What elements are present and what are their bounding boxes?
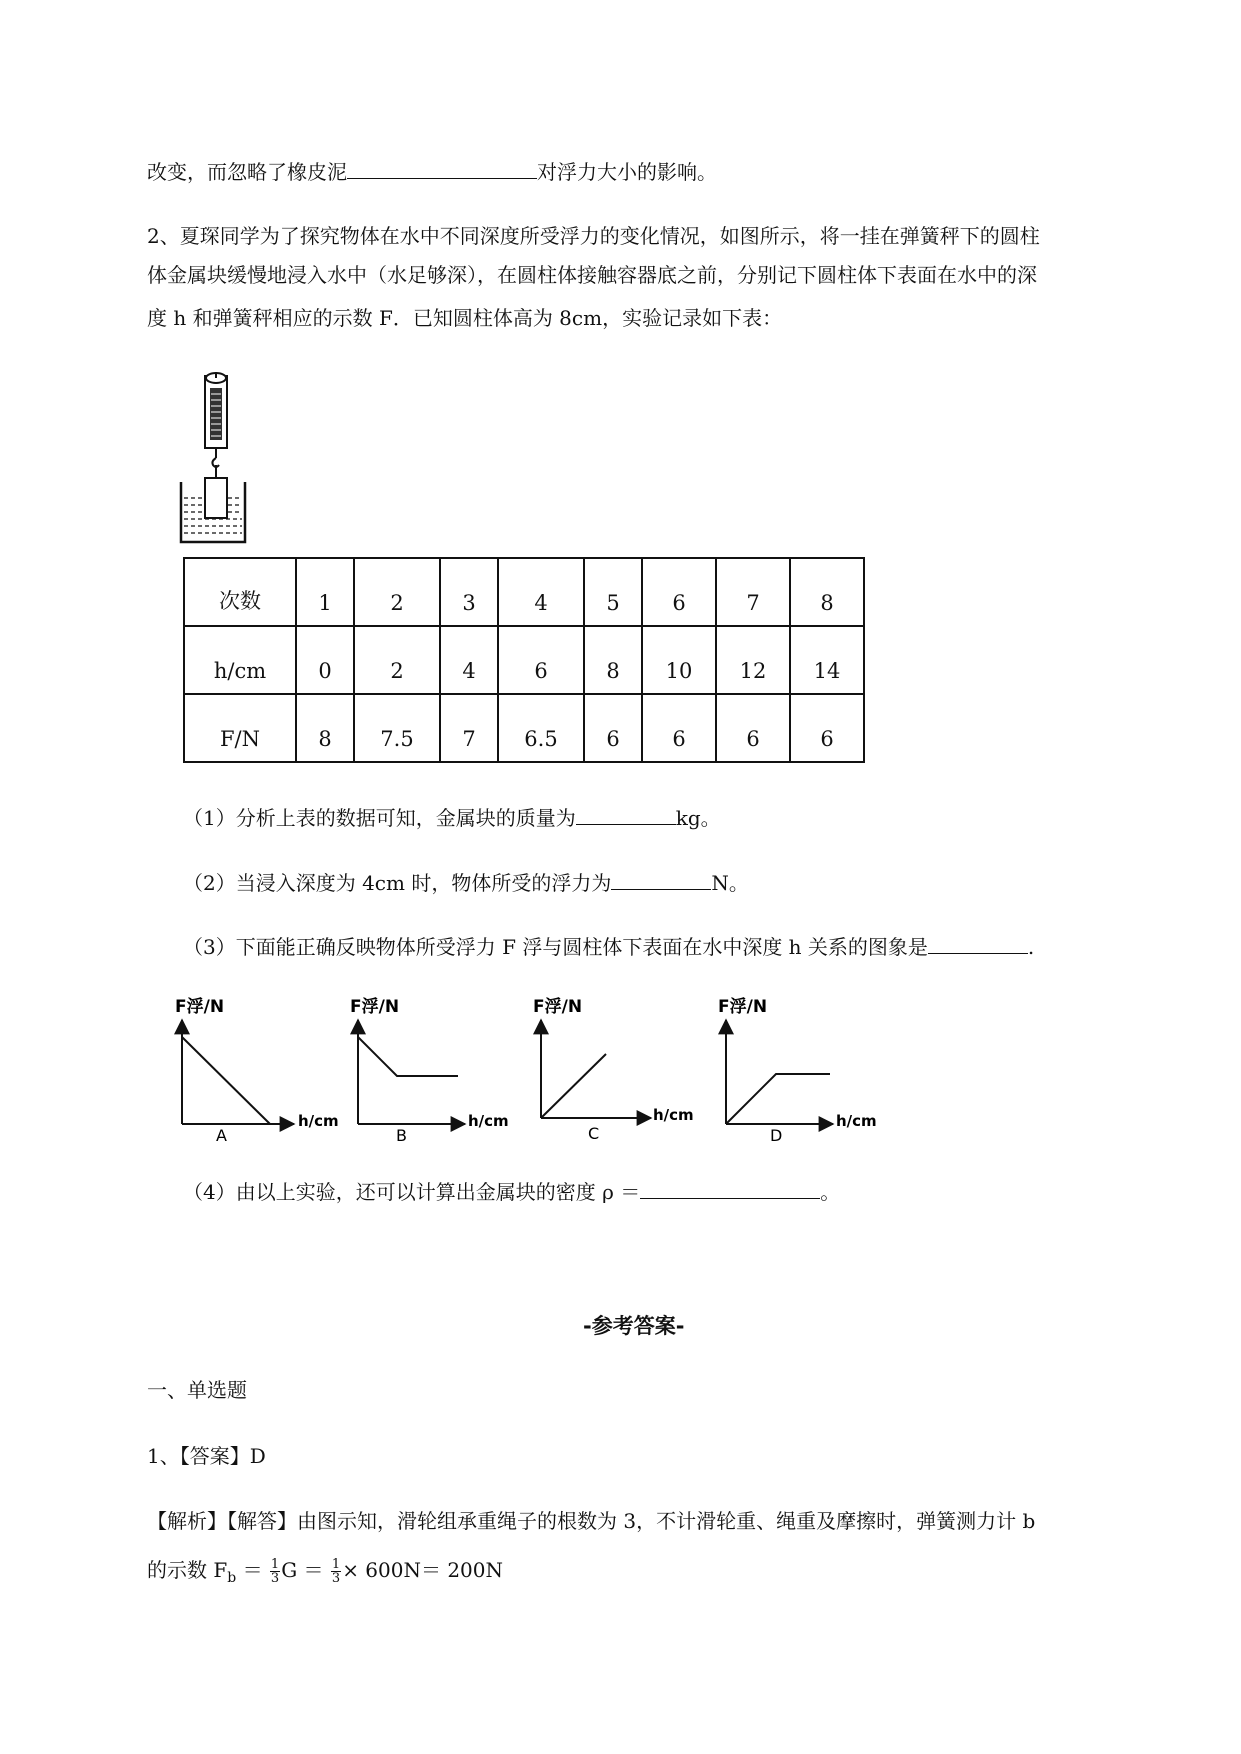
table-cell: 10 xyxy=(642,626,716,694)
table-cell: 14 xyxy=(790,626,864,694)
table-row xyxy=(184,558,864,626)
table-cell: 6 xyxy=(584,694,642,762)
q2-intro-line-2: 体金属块缓慢地浸入水中（水足够深），在圆柱体接触容器底之前，分别记下圆柱体下表面在水中的深 xyxy=(147,263,1037,287)
table-cell: 6 xyxy=(642,558,716,626)
table-cell: 4 xyxy=(440,626,498,694)
table-cell: 2 xyxy=(354,626,440,694)
graph-option-b[interactable] xyxy=(350,996,509,1142)
table-header-cell: h/cm xyxy=(184,626,296,694)
table-cell: 8 xyxy=(790,558,864,626)
table-cell: 0 xyxy=(296,626,354,694)
sub-question-2-text: （2）当浸入深度为 4cm 时，物体所受的浮力为 xyxy=(183,871,612,895)
answer-heading: -参考答案- xyxy=(583,1314,685,1338)
graph-option-d[interactable] xyxy=(718,996,877,1142)
sub-question-3-end: . xyxy=(1027,935,1035,959)
q1-tail-before: 改变，而忽略了橡皮泥 xyxy=(147,160,347,184)
graph-options-figure xyxy=(170,992,890,1142)
analysis-g: G ＝ xyxy=(281,1558,324,1582)
graph-a-letter: A xyxy=(216,1126,227,1142)
section-title: 一、单选题 xyxy=(147,1378,247,1402)
sub-question-2-unit: N。 xyxy=(711,871,749,895)
table-cell: 5 xyxy=(584,558,642,626)
table-cell: 8 xyxy=(584,626,642,694)
q2-intro-line-1: 2、夏琛同学为了探究物体在水中不同深度所受浮力的变化情况，如图所示，将一挂在弹簧秤下的圆柱 xyxy=(147,224,1040,248)
graph-option-a[interactable] xyxy=(175,996,339,1142)
graph-c-y-label: F浮/N xyxy=(533,997,583,1017)
sub-question-3-text: （3）下面能正确反映物体所受浮力 F 浮与圆柱体下表面在水中深度 h 关系的图象是 xyxy=(183,935,928,959)
q1-tail-line xyxy=(147,158,717,185)
q2-intro-line-3: 度 h 和弹簧秤相应的示数 F．已知圆柱体高为 8cm，实验记录如下表： xyxy=(147,306,783,330)
fraction-one-third-2: $\frac{1}{3}$ xyxy=(331,1557,341,1586)
sub-question-4 xyxy=(183,1178,840,1205)
table-cell: 1 xyxy=(296,558,354,626)
sub-question-1-text: （1）分析上表的数据可知，金属块的质量为 xyxy=(183,806,576,830)
sub-question-4-text: （4）由以上实验，还可以计算出金属块的密度 ρ ＝ xyxy=(183,1180,641,1204)
table-cell: 3 xyxy=(440,558,498,626)
table-header-cell: 次数 xyxy=(184,558,296,626)
table-cell: 7.5 xyxy=(354,694,440,762)
table-cell: 6 xyxy=(642,694,716,762)
graph-d-x-label: h/cm xyxy=(836,1112,877,1130)
sub-question-4-blank[interactable] xyxy=(640,1178,820,1199)
graph-c-letter: C xyxy=(588,1124,600,1142)
graph-b-letter: B xyxy=(396,1126,407,1142)
q1-tail-after: 对浮力大小的影响。 xyxy=(537,160,717,184)
graph-d-letter: D xyxy=(770,1126,783,1142)
sub-question-1 xyxy=(183,804,721,831)
sub-question-1-blank[interactable] xyxy=(576,804,676,825)
table-header-cell: F/N xyxy=(184,694,296,762)
analysis-eq: ＝ xyxy=(242,1558,263,1582)
answer-line: 1、【答案】D xyxy=(147,1444,266,1468)
analysis-prefix: 的示数 F xyxy=(147,1558,228,1582)
analysis-line-2 xyxy=(147,1557,503,1591)
table-cell: 6.5 xyxy=(498,694,584,762)
table-cell: 6 xyxy=(716,694,790,762)
analysis-subscript: b xyxy=(227,1570,237,1586)
table-cell: 12 xyxy=(716,626,790,694)
graph-d-y-label: F浮/N xyxy=(718,997,768,1017)
table-cell: 6 xyxy=(498,626,584,694)
sub-question-2 xyxy=(183,869,749,896)
graph-option-c[interactable] xyxy=(533,996,694,1142)
graph-b-y-label: F浮/N xyxy=(350,997,400,1017)
q1-answer-blank[interactable] xyxy=(347,158,537,179)
fraction-one-third: $\frac{1}{3}$ xyxy=(270,1557,280,1586)
table-cell: 8 xyxy=(296,694,354,762)
table-cell: 7 xyxy=(440,694,498,762)
table-row xyxy=(184,694,864,762)
sub-question-3-blank[interactable] xyxy=(928,933,1028,954)
graph-a-y-label: F浮/N xyxy=(175,997,225,1017)
sub-question-1-unit: kg。 xyxy=(675,806,721,830)
table-row xyxy=(184,626,864,694)
experiment-data-table xyxy=(183,557,865,763)
graph-a-x-label: h/cm xyxy=(298,1112,339,1130)
analysis-tail: × 600N＝ 200N xyxy=(342,1558,504,1582)
table-cell: 4 xyxy=(498,558,584,626)
sub-question-4-end: 。 xyxy=(820,1180,841,1204)
graph-c-x-label: h/cm xyxy=(653,1106,694,1124)
sub-question-2-blank[interactable] xyxy=(611,869,711,890)
spring-scale-apparatus-figure xyxy=(178,370,260,546)
table-cell: 2 xyxy=(354,558,440,626)
table-cell: 6 xyxy=(790,694,864,762)
graph-b-x-label: h/cm xyxy=(468,1112,509,1130)
table-cell: 7 xyxy=(716,558,790,626)
sub-question-3 xyxy=(183,933,1034,960)
analysis-line-1: 【解析】【解答】由图示知，滑轮组承重绳子的根数为 3，不计滑轮重、绳重及摩擦时，弹簧测力计 b xyxy=(147,1509,1036,1533)
